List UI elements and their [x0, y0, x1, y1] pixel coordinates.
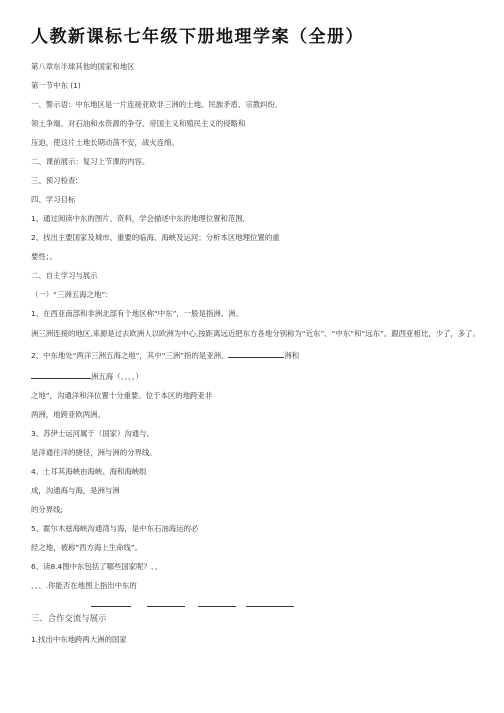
self-study-heading: 二、自主学习与展示 — [31, 271, 98, 280]
question-4-cont: 成，沟通海与海，是洲与洲 — [31, 486, 120, 495]
learning-goals-heading: 四、学习目标 — [31, 195, 76, 204]
warning-text-line-3: 压迫，使这片土地长期动荡不安，战火连绵。 — [31, 138, 179, 147]
learning-goal-1: 1、通过阅读中东的图片、资料，学会描述中东的地理位置和范围, — [31, 214, 245, 223]
answer-blank — [228, 349, 284, 358]
learning-goal-2: 2、找出主要国家及城市、重要的临海、海峡及运河；分析本区地理位置的重 — [31, 233, 280, 242]
answer-blank — [198, 598, 236, 607]
preview-check: 三、预习检查: — [31, 176, 78, 185]
question-2-line-2 — [31, 370, 480, 382]
question-5: 5、霍尔木兹海峡沟通湾与海，是中东石油海运的必 — [31, 524, 199, 533]
question-2-tail: 洲和 — [284, 351, 300, 360]
answer-blank — [91, 598, 131, 607]
question-1: 1、在西亚南部和非洲北部有个地区称“中东”，一般是指洲、洲、 — [31, 309, 243, 318]
warning-text-line-1: 一、警示语：中东地区是一片连接亚欧非三洲的土地。民族矛盾、宗教纠纷、 — [31, 100, 283, 109]
section-heading: 第一节中东 (1) — [31, 81, 81, 90]
question-2-line-4: 两洲，地跨亚欧两洲。 — [31, 410, 105, 419]
answer-blank — [31, 370, 91, 379]
question-6: 6、读8.4图中东包括了哪些国家呢？、、 — [31, 562, 163, 571]
question-2-line-2-text: 洲五海（、、、、） — [91, 372, 143, 381]
subsection-heading: （一）“三洲五海之地”: — [31, 290, 108, 299]
question-5-cont: 经之地，被称“西方海上生命线”。 — [31, 543, 143, 552]
answer-blank — [246, 598, 294, 607]
question-6-cont: 、、、.你能否在地图上指出中东的 — [31, 581, 137, 590]
question-2-text: 2、中东地处“两洋三洲五海之地”，其中“三洲”指的是亚洲、 — [31, 351, 229, 360]
question-4: 4、土耳其海峡由海峡、海和海峡组 — [31, 467, 147, 476]
answer-blanks-row — [31, 598, 480, 608]
chapter-heading: 第八章东半球其他的国家和地区 — [31, 62, 135, 71]
warning-text-line-2: 领土争端、对石油和水资源的争夺、帝国主义和殖民主义的侵略和 — [31, 119, 246, 128]
document-title: 人教新课标七年级下册地理学案（全册） — [31, 27, 364, 47]
question-1-cont: 洲三洲连接的地区,来源是过去欧洲人以欧洲为中心,按距离远近把东方各地分别称为“近东”、“中东”和“远东”。跟西亚相比，少了，多了。 — [31, 329, 480, 338]
question-2 — [31, 349, 480, 361]
question-3: 3、苏伊士运河属于（国家）沟通与, — [31, 429, 149, 438]
cooperation-heading: 三、合作交流与展示 — [31, 613, 107, 623]
pre-class-display: 二、课前展示：复习上节课的内容。 — [31, 157, 150, 166]
question-3-cont: 是洋通往洋的捷径，洲与洲的分界线。 — [31, 448, 157, 457]
answer-blank — [147, 598, 185, 607]
learning-goal-2-cont: 要性；。 — [31, 252, 57, 261]
cooperation-task-1: 1.找出中东地跨两大洲的国家 — [31, 635, 127, 644]
question-4-cont-2: 的分界线; — [31, 505, 64, 514]
question-2-line-3: 之地”，沟通洋和洋位置十分重要。位于本区的地跨亚非 — [31, 391, 213, 400]
